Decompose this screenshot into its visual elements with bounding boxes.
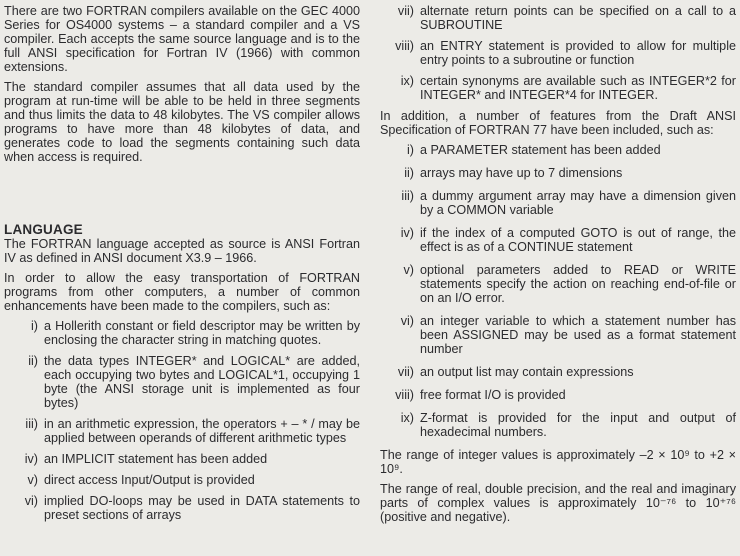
integer-range-paragraph: The range of integer values is approximately –2 × 10⁹ to +2 × 10⁹. <box>380 448 736 476</box>
list-item <box>4 319 360 347</box>
item-number: viii) <box>395 388 414 402</box>
list-item <box>380 411 736 439</box>
list-item <box>380 189 736 217</box>
list-item <box>380 143 736 157</box>
list-item <box>4 473 360 487</box>
item-number: iv) <box>400 226 414 240</box>
item-number: iv) <box>24 452 38 466</box>
item-text: alternate return points can be specified on a call to a SUBROUTINE <box>420 4 736 32</box>
list-item <box>380 166 736 180</box>
item-number: vii) <box>397 365 414 379</box>
item-text: implied DO-loops may be used in DATA statements to preset sections of arrays <box>44 494 360 522</box>
item-text: if the index of a computed GOTO is out of range, the effect is as of a CONTINUE statement <box>420 226 736 254</box>
list-item <box>380 388 736 402</box>
item-text: Z-format is provided for the input and output of hexadecimal numbers. <box>420 411 736 439</box>
list-item <box>380 226 736 254</box>
item-number: vi) <box>24 494 38 508</box>
item-text: a Hollerith constant or field descriptor may be written by enclosing the character string in matching quotes. <box>44 319 360 347</box>
spacer <box>4 170 360 222</box>
item-number: iii) <box>25 417 38 431</box>
list-item <box>380 314 736 356</box>
language-heading: LANGUAGE <box>4 222 83 237</box>
list-item <box>380 263 736 305</box>
list-item <box>380 74 736 102</box>
list-item <box>4 452 360 466</box>
item-number: viii) <box>395 39 414 53</box>
item-number: v) <box>403 263 414 277</box>
item-number: v) <box>27 473 38 487</box>
item-number: ii) <box>404 166 414 180</box>
item-number: i) <box>31 319 38 333</box>
list-item <box>380 365 736 379</box>
enhancement-list <box>4 319 360 522</box>
list-item <box>4 494 360 522</box>
fortran77-features-list <box>380 143 736 439</box>
item-number: vii) <box>397 4 414 18</box>
item-number: ii) <box>28 354 38 368</box>
list-item <box>4 354 360 410</box>
intro-paragraph-1: There are two FORTRAN compilers available on the GEC 4000 Series for OS4000 systems – a standard compiler and a VS compiler. Each accepts the same source language and is to the full ANSI specification for Fortran IV (1966) with common extensions. <box>4 4 360 74</box>
right-column <box>380 4 736 530</box>
item-number: ix) <box>400 74 414 88</box>
language-paragraph-2: In order to allow the easy transportation of FORTRAN programs from other computers, a number of common enhancements have been made to the compilers, such as: <box>4 271 360 313</box>
item-text: an IMPLICIT statement has been added <box>44 452 268 466</box>
language-paragraph-1: The FORTRAN language accepted as source is ANSI Fortran IV as defined in ANSI document X3.9 – 1966. <box>4 237 360 265</box>
list-item <box>380 4 736 32</box>
item-number: i) <box>407 143 414 157</box>
item-text: arrays may have up to 7 dimensions <box>420 166 623 180</box>
item-number: iii) <box>401 189 414 203</box>
item-text: an output list may contain expressions <box>420 365 634 379</box>
real-range-paragraph: The range of real, double precision, and the real and imaginary parts of complex values is approximately 10⁻⁷⁶ to 10⁺⁷⁶ (positive and negative). <box>380 482 736 524</box>
item-text: in an arithmetic expression, the operators + – * / may be applied between operands of different arithmetic types <box>44 417 360 445</box>
fortran77-intro: In addition, a number of features from the Draft ANSI Specification of FORTRAN 77 have been included, such as: <box>380 109 736 137</box>
item-number: ix) <box>400 411 414 425</box>
left-column <box>4 4 360 529</box>
intro-paragraph-2: The standard compiler assumes that all data used by the program at run-time will be able to be held in three segments and thus limits the data to 48 kilobytes. The VS compiler allows programs to have more than 48 kilobytes of data, and generates code to load the segments containing such data when access is required. <box>4 80 360 164</box>
item-text: an integer variable to which a statement number has been ASSIGNED may be used as a format statement number <box>420 314 736 356</box>
item-text: the data types INTEGER* and LOGICAL* are added, each occupying two bytes and LOGICAL*1, occupying 1 byte (the ANSI storage unit is implemented as four bytes) <box>44 354 360 410</box>
item-text: an ENTRY statement is provided to allow for multiple entry points to a subroutine or function <box>420 39 736 67</box>
item-text: free format I/O is provided <box>420 388 566 402</box>
enhancement-list-continued <box>380 4 736 102</box>
item-text: certain synonyms are available such as INTEGER*2 for INTEGER* and INTEGER*4 for INTEGER. <box>420 74 736 102</box>
item-text: a dummy argument array may have a dimension given by a COMMON variable <box>420 189 736 217</box>
list-item <box>4 417 360 445</box>
item-text: direct access Input/Output is provided <box>44 473 255 487</box>
list-item <box>380 39 736 67</box>
item-text: a PARAMETER statement has been added <box>420 143 661 157</box>
item-text: optional parameters added to READ or WRITE statements specify the action on reaching end-of-file or on an I/O error. <box>420 263 736 305</box>
item-number: vi) <box>400 314 414 328</box>
